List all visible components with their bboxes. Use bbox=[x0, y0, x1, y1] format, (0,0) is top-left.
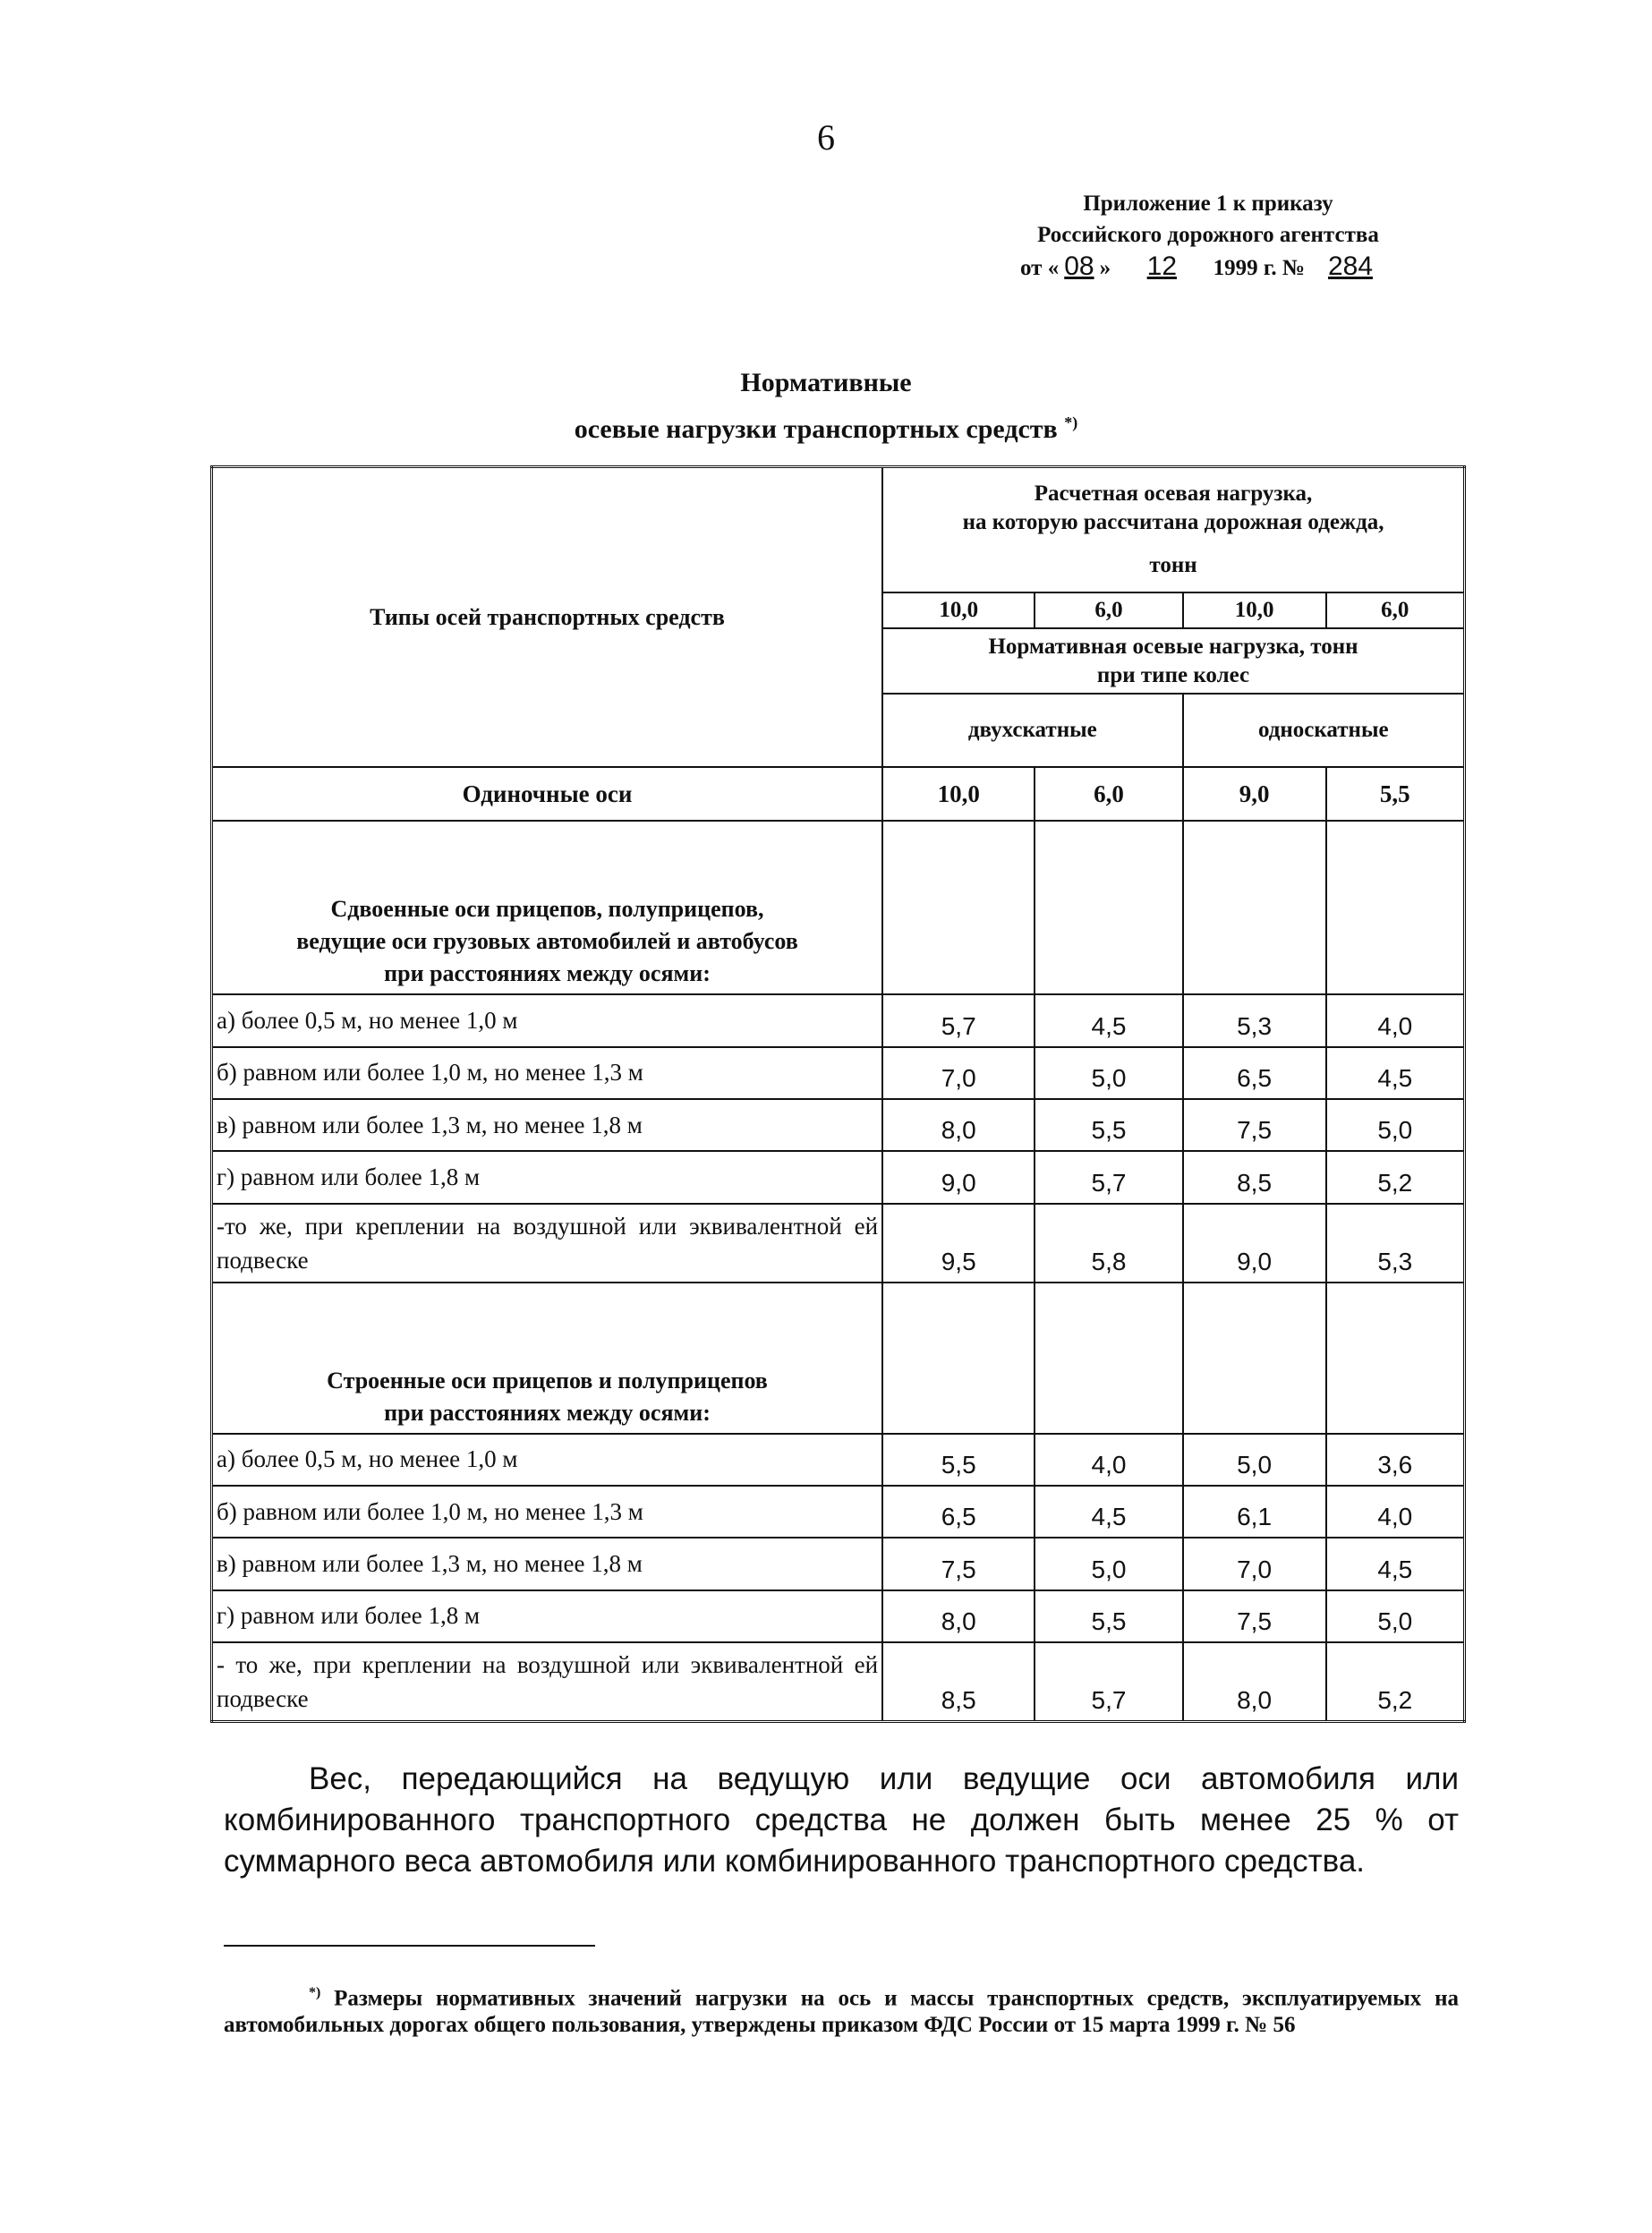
triple-row-label: в) равном или более 1,3 м, но менее 1,8 м bbox=[212, 1538, 883, 1590]
dual-row-value: 5,7 bbox=[1035, 1151, 1182, 1203]
triple-row-value: 7,5 bbox=[1183, 1590, 1326, 1642]
order-number: 284 bbox=[1327, 251, 1374, 281]
dual-row-value: 9,0 bbox=[882, 1151, 1035, 1203]
triple-row-value: 5,0 bbox=[1035, 1538, 1182, 1590]
dual-row-value: 8,5 bbox=[1183, 1151, 1326, 1203]
dual-axles-title bbox=[212, 821, 883, 994]
single-axles-value: 6,0 bbox=[1035, 767, 1182, 821]
document-title bbox=[0, 362, 1652, 449]
single-axles-value: 5,5 bbox=[1326, 767, 1465, 821]
appendix-date-line bbox=[967, 251, 1450, 284]
triple-row-value: 5,2 bbox=[1326, 1642, 1465, 1722]
single-axles-value: 10,0 bbox=[882, 767, 1035, 821]
dual-row-value: 5,2 bbox=[1326, 1151, 1465, 1203]
dual-row-value: 7,5 bbox=[1183, 1099, 1326, 1151]
triple-row-value: 5,5 bbox=[882, 1434, 1035, 1486]
appendix-line-2: Российского дорожного агентства bbox=[1037, 223, 1379, 247]
triple-axles-title-line-1: Строенные оси прицепов и полуприцепов bbox=[327, 1367, 768, 1393]
triple-row-value: 5,0 bbox=[1183, 1434, 1326, 1486]
title-line-1: Нормативные bbox=[740, 368, 912, 397]
date-day-close: » bbox=[1099, 256, 1111, 280]
dual-row-label: в) равном или более 1,3 м, но менее 1,8 м bbox=[212, 1099, 883, 1151]
axle-load-table bbox=[210, 465, 1466, 1723]
dual-row-label: г) равном или более 1,8 м bbox=[212, 1151, 883, 1203]
footnote-text: Размеры нормативных значений нагрузки на ось и массы транспортных средств, эксплуатируемых на автомобильных дорогах общего пользования, утверждены приказом ФДС России от 15 марта 1999 г. № 56 bbox=[224, 1986, 1460, 2038]
dual-row-value: 5,0 bbox=[1035, 1047, 1182, 1099]
design-load-cell: 6,0 bbox=[1326, 592, 1465, 628]
triple-row-label: г) равном или более 1,8 м bbox=[212, 1590, 883, 1642]
empty-cell bbox=[1183, 1283, 1326, 1434]
dual-row-value: 7,0 bbox=[882, 1047, 1035, 1099]
dual-row-value: 5,0 bbox=[1326, 1099, 1465, 1151]
triple-row-value: 4,0 bbox=[1035, 1434, 1182, 1486]
title-line-2 bbox=[0, 403, 1652, 449]
single-axles-value: 9,0 bbox=[1183, 767, 1326, 821]
norm-load-header bbox=[882, 628, 1464, 693]
footnote-divider bbox=[224, 1945, 595, 1947]
dual-row-value: 9,5 bbox=[882, 1204, 1035, 1283]
title-line-2-text: осевые нагрузки транспортных средств bbox=[574, 414, 1058, 444]
dual-axles-title-line-2: ведущие оси грузовых автомобилей и автобусов bbox=[296, 928, 798, 955]
empty-cell bbox=[882, 821, 1035, 994]
triple-row-label: б) равном или более 1,0 м, но менее 1,3 м bbox=[212, 1486, 883, 1538]
dual-row-value: 4,5 bbox=[1035, 994, 1182, 1046]
title-footnote-mark: *) bbox=[1064, 413, 1078, 431]
empty-cell bbox=[1035, 1283, 1182, 1434]
order-year: 1999 г. bbox=[1213, 256, 1277, 280]
dual-row-value: 5,7 bbox=[882, 994, 1035, 1046]
date-prefix: от « bbox=[1020, 256, 1060, 280]
norm-load-header-line-2: при типе колес bbox=[1096, 662, 1250, 687]
triple-row-value: 4,5 bbox=[1326, 1538, 1465, 1590]
dual-axles-title-line-3: при расстояниях между осями: bbox=[384, 960, 711, 987]
empty-cell bbox=[1035, 821, 1182, 994]
triple-row-value: 6,5 bbox=[882, 1486, 1035, 1538]
dual-row-value: 6,5 bbox=[1183, 1047, 1326, 1099]
single-axles-label: Одиночные оси bbox=[212, 767, 883, 821]
dual-axles-title-line-1: Сдвоенные оси прицепов, полуприцепов, bbox=[330, 896, 764, 923]
dual-row-value: 8,0 bbox=[882, 1099, 1035, 1151]
appendix-block bbox=[967, 188, 1450, 284]
dual-row-value: 5,3 bbox=[1183, 994, 1326, 1046]
number-prefix: № bbox=[1282, 256, 1305, 280]
design-load-cell: 10,0 bbox=[1183, 592, 1326, 628]
dual-row-label: б) равном или более 1,0 м, но менее 1,3 м bbox=[212, 1047, 883, 1099]
design-load-cell: 10,0 bbox=[882, 592, 1035, 628]
footnote bbox=[224, 1980, 1459, 2039]
page-number: 6 bbox=[817, 117, 835, 158]
axle-type-header: Типы осей транспортных средств bbox=[212, 467, 883, 768]
dual-row-value: 5,8 bbox=[1035, 1204, 1182, 1283]
triple-row-value: 6,1 bbox=[1183, 1486, 1326, 1538]
empty-cell bbox=[882, 1283, 1035, 1434]
triple-row-value: 5,5 bbox=[1035, 1590, 1182, 1642]
footnote-mark: *) bbox=[309, 1985, 321, 2000]
empty-cell bbox=[1326, 821, 1465, 994]
triple-row-value: 4,5 bbox=[1035, 1486, 1182, 1538]
triple-row-value: 5,7 bbox=[1035, 1642, 1182, 1722]
dual-row-label: а) более 0,5 м, но менее 1,0 м bbox=[212, 994, 883, 1046]
appendix-line-1: Приложение 1 к приказу bbox=[1083, 192, 1333, 216]
triple-row-value: 8,0 bbox=[1183, 1642, 1326, 1722]
triple-row-value: 4,0 bbox=[1326, 1486, 1465, 1538]
triple-row-label: а) более 0,5 м, но менее 1,0 м bbox=[212, 1434, 883, 1486]
triple-row-value: 3,6 bbox=[1326, 1434, 1465, 1486]
empty-cell bbox=[1326, 1283, 1465, 1434]
dual-row-label: -то же, при креплении на воздушной или эквивалентной ей подвеске bbox=[212, 1204, 883, 1283]
dual-row-value: 5,3 bbox=[1326, 1204, 1465, 1283]
triple-row-value: 8,5 bbox=[882, 1642, 1035, 1722]
order-day: 08 bbox=[1064, 251, 1094, 281]
order-month: 12 bbox=[1146, 251, 1178, 281]
triple-row-label: - то же, при креплении на воздушной или эквивалентной ей подвеске bbox=[212, 1642, 883, 1722]
dual-row-value: 9,0 bbox=[1183, 1204, 1326, 1283]
triple-row-value: 5,0 bbox=[1326, 1590, 1465, 1642]
triple-row-value: 7,5 bbox=[882, 1538, 1035, 1590]
design-load-header-line-1: Расчетная осевая нагрузка, bbox=[1034, 482, 1313, 507]
wheel-type-single: односкатные bbox=[1183, 694, 1465, 767]
dual-row-value: 5,5 bbox=[1035, 1099, 1182, 1151]
empty-cell bbox=[1183, 821, 1326, 994]
design-load-header-line-2: на которую рассчитана дорожная одежда, bbox=[962, 510, 1384, 535]
triple-row-value: 8,0 bbox=[882, 1590, 1035, 1642]
dual-row-value: 4,5 bbox=[1326, 1047, 1465, 1099]
design-load-header-line-3: тонн bbox=[1149, 553, 1197, 578]
design-load-cell: 6,0 bbox=[1035, 592, 1182, 628]
body-paragraph: Вес, передающийся на ведущую или ведущие оси автомобиля или комбинированного транспортного средства не должен быть менее 25 % от суммарного веса автомобиля или комбинированного транспортного средства. bbox=[224, 1761, 1459, 1879]
triple-axles-title bbox=[212, 1283, 883, 1434]
design-load-header bbox=[882, 467, 1464, 593]
triple-axles-title-line-2: при расстояниях между осями: bbox=[384, 1399, 711, 1426]
dual-row-value: 4,0 bbox=[1326, 994, 1465, 1046]
norm-load-header-line-1: Нормативная осевые нагрузка, тонн bbox=[988, 634, 1358, 659]
triple-row-value: 7,0 bbox=[1183, 1538, 1326, 1590]
wheel-type-dual: двухскатные bbox=[882, 694, 1183, 767]
